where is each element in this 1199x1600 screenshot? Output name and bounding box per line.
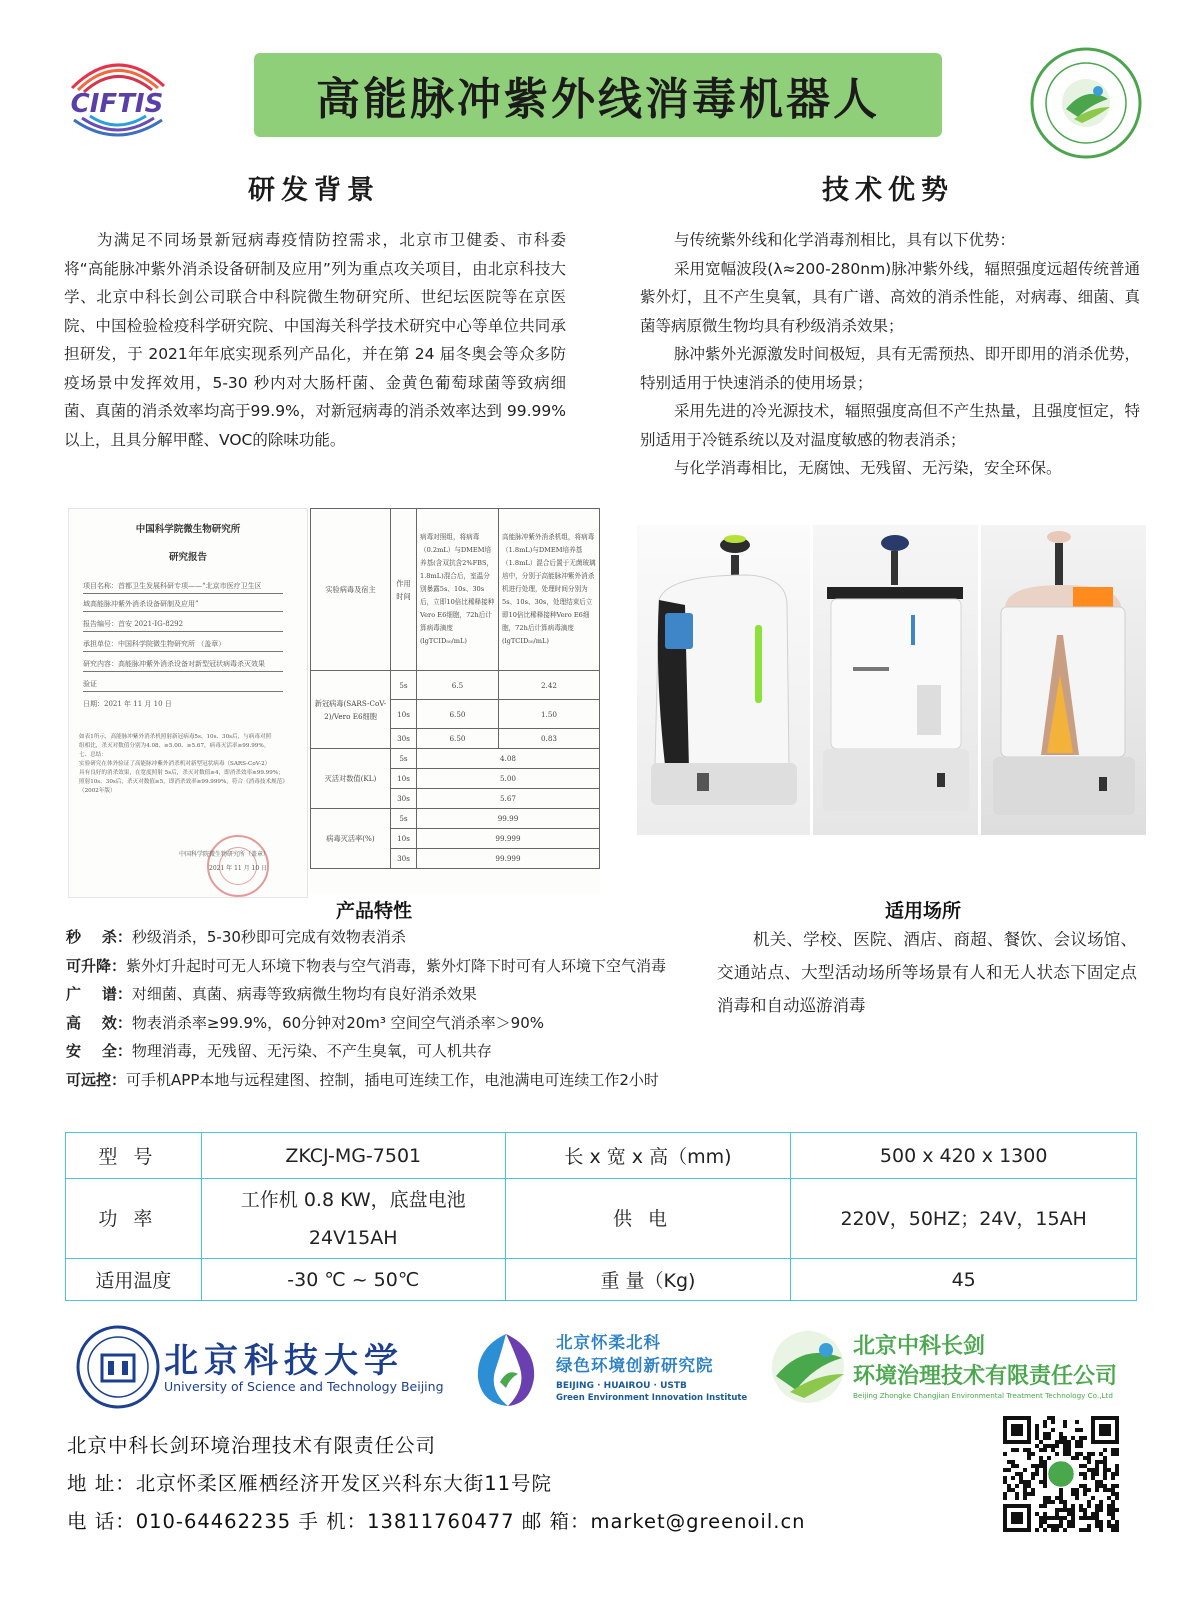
- spec-size-label: 长 x 宽 x 高（mm): [505, 1133, 791, 1179]
- scenes-heading: 适用场所: [885, 900, 962, 922]
- report-field: 验证: [83, 680, 97, 688]
- spec-model-label: 型号: [66, 1133, 202, 1179]
- advantage-paragraph: 与传统紫外线和化学消毒剂相比，具有以下优势：: [674, 231, 1016, 249]
- spec-model-value: ZKCJ-MG-7501: [201, 1133, 505, 1179]
- report-field: 项目名称：首都卫生发展科研专项——“北京市医疗卫生区: [83, 582, 262, 590]
- ciftis-logo: [52, 48, 182, 140]
- spec-supply-value: 220V，50HZ；24V，15AH: [791, 1179, 1137, 1259]
- advantage-paragraph: 与化学消毒相比，无腐蚀、无残留、无污染，安全环保。: [674, 459, 1062, 477]
- feature-item: [66, 1066, 696, 1095]
- report-notes: 如表1所示，高能脉冲紫外消杀机照射新冠病毒5s、10s、30s后，与病毒对照 组相比，杀灭对数值分别为4.08、≥5.00、≥5.67，病毒灭活率≥99.99%。 七、总结： 实验研究在体外验证了高能脉冲紫外消杀机对新型冠状病毒（SARS-CoV-2） 具有良好的消杀效果，在宽度照射 5s后，杀灭对数值≥4，即消杀效率≥99.99%； 照射10s、30s后，杀灭对数值≥5，即消杀效率≥99.999%，符合《消毒技术规范》 （2002年版）: [79, 734, 288, 794]
- report-field: 承担单位：中国科学院微生物研究所 （盖章）: [83, 640, 226, 648]
- rep-time: 10s: [391, 829, 417, 849]
- report-signature: 中国科学院微生物研究所（盖章）: [179, 851, 270, 858]
- feature-text: 紫外灯升起时可无人环境下物表与空气消毒，紫外灯降下时可有人环境下空气消毒: [126, 956, 667, 975]
- rep-kl-value: 5.00: [417, 769, 600, 789]
- huairou-institute-icon: [466, 1328, 546, 1410]
- report-field: 研究内容：高能脉冲紫外消杀设备对新型冠状病毒杀灭效果: [83, 660, 265, 668]
- rep-col-time: 作用时间: [391, 509, 417, 671]
- advantages-text: [640, 226, 1140, 483]
- rep-col-control: 病毒对照组，将病毒（0.2mL）与DMEM培养基(含双抗含2%FBS，1.8mL)混合后，室温分别暴露5s、10s、30s后，立即10倍比稀释接种Vero E6细胞，72h后计算病毒滴度(lgTCID₅₀/mL): [417, 509, 499, 671]
- spec-temp-label: 适用温度: [66, 1259, 202, 1301]
- zkcj-english-name: Beijing Zhongke Changjian Environmental Treatment Technology Co.,Ltd: [853, 1391, 1113, 1400]
- spec-weight-label: 重 量（Kg): [505, 1259, 791, 1301]
- spec-power-line: 24V15AH: [308, 1226, 398, 1249]
- contact-company: 北京中科长剑环境治理技术有限责任公司: [67, 1434, 437, 1457]
- robot-photo-3: [981, 525, 1146, 835]
- advantage-paragraph: 采用宽幅波段(λ≈200-280nm)脉冲紫外线，辐照强度远超传统普通紫外灯，且不产生臭氧，具有广谱、高效的消杀性能，对病毒、细菌、真菌等病原微生物均具有秒级消杀效果；: [640, 259, 1140, 335]
- feature-item: [66, 1037, 696, 1066]
- spec-supply-label: 供电: [505, 1179, 791, 1259]
- zkcj-icon: [764, 1328, 852, 1406]
- huairou-name-line2: 绿色环境创新研究院: [556, 1356, 714, 1375]
- feature-text: 物理消毒，无残留、无污染、不产生臭氧，可人机共存: [131, 1042, 492, 1061]
- feature-label: 安 全：: [66, 1042, 132, 1061]
- title-banner: [254, 53, 942, 137]
- rep-time: 30s: [391, 729, 417, 749]
- feature-item: [66, 923, 696, 952]
- feature-item: [66, 980, 696, 1009]
- huairou-english-line2: Green Environment Innovation Institute: [556, 1393, 748, 1403]
- rep-virus-label: 新冠病毒(SARS-CoV-2)/Vero E6细胞: [311, 671, 391, 749]
- rep-control-value: 6.5: [417, 671, 499, 700]
- report-title: 研究报告: [168, 552, 207, 563]
- background-text: 为满足不同场景新冠病毒疫情防控需求，北京市卫健委、市科委将“高能脉冲紫外消杀设备研制及应用”列为重点攻关项目，由北京科技大学、北京中科长剑公司联合中科院微生物研究所、世纪坛医院等在京医院、中国检验检疫科学研究院、中国海关科学技术研究中心等单位共同承担研发，于 2021年年底实现系列产品化，并在第 24 届冬奥会等众多防疫场景中发挥效用，5-30 秒内对大肠杆菌、金黄色葡萄球菌等致病细菌、真菌的消杀效率均高于99.9%，对新冠病毒的消杀效率达到 99.99%以上，且具分解甲醛、VOC的除味功能。: [64, 231, 566, 449]
- advantage-paragraph: 脉冲紫外光源激发时间极短，具有无需预热、即开即用的消杀优势，特别适用于快速消杀的使用场景；: [640, 345, 1140, 392]
- page-title: 高能脉冲紫外线消毒机器人: [316, 74, 880, 125]
- rep-control-value: 6.50: [417, 729, 499, 749]
- feature-label: 可远控：: [66, 1070, 127, 1089]
- spec-table: [65, 1132, 1137, 1301]
- ustb-name: 北京科技大学: [164, 1341, 404, 1381]
- huairou-name-line1: 北京怀柔北科: [556, 1333, 661, 1352]
- feature-text: 秒级消杀，5-30秒即可完成有效物表消杀: [131, 928, 406, 946]
- rep-rate-label: 病毒灭活率(%): [311, 809, 391, 869]
- rep-kl-label: 灭活对数值(KL): [311, 749, 391, 809]
- feature-text: 对细菌、真菌、病毒等致病微生物均有良好消杀效果: [131, 985, 477, 1004]
- research-report-scan: [68, 508, 308, 898]
- feature-text: 可手机APP本地与远程建图、控制，插电可连续工作，电池满电可连续工作2小时: [126, 1070, 659, 1089]
- report-field: 日期：2021 年 11 月 10 日: [83, 700, 172, 708]
- rep-time: 5s: [391, 671, 417, 700]
- report-institute: 中国科学院微生物研究所: [135, 524, 241, 535]
- feature-item: [66, 952, 696, 981]
- rep-rate-value: 99.999: [417, 849, 600, 869]
- report-field: 报告编号：首安 2021-IG-8292: [83, 620, 184, 628]
- rep-time: 10s: [391, 700, 417, 729]
- advantage-paragraph: 采用先进的冷光源技术，辐照强度高但不产生热量，且强度恒定，特别适用于冷链系统以及对温度敏感的物表消杀；: [640, 402, 1140, 449]
- feature-label: 秒 杀：: [66, 928, 132, 946]
- feature-label: 可升降：: [66, 956, 127, 975]
- background-heading: 研发背景: [248, 175, 380, 206]
- rep-test-value: 1.50: [499, 700, 600, 729]
- rep-time: 30s: [391, 789, 417, 809]
- rep-test-value: 0.83: [499, 729, 600, 749]
- rep-kl-value: 5.67: [417, 789, 600, 809]
- rep-rate-value: 99.999: [417, 829, 600, 849]
- huairou-english-line1: BEIJING · HUAIROU · USTB: [556, 1381, 687, 1391]
- advantages-heading: 技术优势: [822, 175, 954, 206]
- svg-text:CIFTIS: CIFTIS: [70, 89, 164, 119]
- spec-power-line: 工作机 0.8 KW，底盘电池: [240, 1188, 466, 1211]
- report-signature-date: 2021 年 11 月 10 日: [209, 865, 268, 872]
- feature-text: 物表消杀率≥99.9%，60分钟对20m³ 空间空气消杀率＞90%: [131, 1013, 545, 1032]
- features-list: [66, 923, 696, 1095]
- rep-col-test: 高能脉冲紫外消杀机组，将病毒（1.8mL)与DMEM培养基（1.8mL）混合后置于无菌玻璃培中，分别于高能脉冲紫外消杀机进行处理，处理时间分别为5s、10s、30s，处理结束后立即10倍比稀释接种Vero E6细胞，72h后计算病毒滴度(lgTCID₅₀/mL): [499, 509, 600, 671]
- scenes-text: 机关、学校、医院、酒店、商超、餐饮、会议场馆、交通站点、大型活动场所等场景有人和无人状态下固定点消毒和自动巡游消毒: [717, 930, 1137, 1015]
- qr-code: [1003, 1416, 1119, 1532]
- robot-photo-1: [637, 525, 810, 835]
- spec-power-value: [201, 1179, 505, 1259]
- ustb-english-name: University of Science and Technology Beijing: [164, 1379, 444, 1394]
- rep-time: 10s: [391, 769, 417, 789]
- rep-time: 5s: [391, 809, 417, 829]
- company-seal-logo: [1030, 47, 1142, 159]
- spec-weight-value: 45: [791, 1259, 1137, 1301]
- rep-col-subject: 实验病毒及宿主: [311, 509, 391, 671]
- feature-label: 广 谱：: [66, 985, 132, 1004]
- feature-label: 高 效：: [66, 1013, 132, 1032]
- rep-control-value: 6.50: [417, 700, 499, 729]
- zkcj-name-line1: 北京中科长剑: [853, 1334, 986, 1359]
- spec-size-value: 500 x 420 x 1300: [791, 1133, 1137, 1179]
- rep-time: 30s: [391, 849, 417, 869]
- features-heading: 产品特性: [336, 900, 413, 922]
- contact-phone: 电 话：010-64462235 手 机：13811760477 邮 箱：market@greenoil.cn: [67, 1510, 806, 1533]
- report-result-table: [310, 508, 600, 893]
- spec-power-label: 功率: [66, 1179, 202, 1259]
- rep-test-value: 2.42: [499, 671, 600, 700]
- rep-kl-value: 4.08: [417, 749, 600, 769]
- rep-time: 5s: [391, 749, 417, 769]
- report-field: 域高能脉冲紫外消杀设备研制及应用”: [83, 600, 199, 608]
- contact-address: 地 址：北京怀柔区雁栖经济开发区兴科东大街11号院: [67, 1472, 553, 1495]
- feature-item: [66, 1009, 696, 1038]
- zkcj-name-line2: 环境治理技术有限责任公司: [853, 1364, 1118, 1389]
- spec-temp-value: -30 ℃ ~ 50℃: [201, 1259, 505, 1301]
- rep-rate-value: 99.99: [417, 809, 600, 829]
- robot-photo-2: [813, 525, 978, 835]
